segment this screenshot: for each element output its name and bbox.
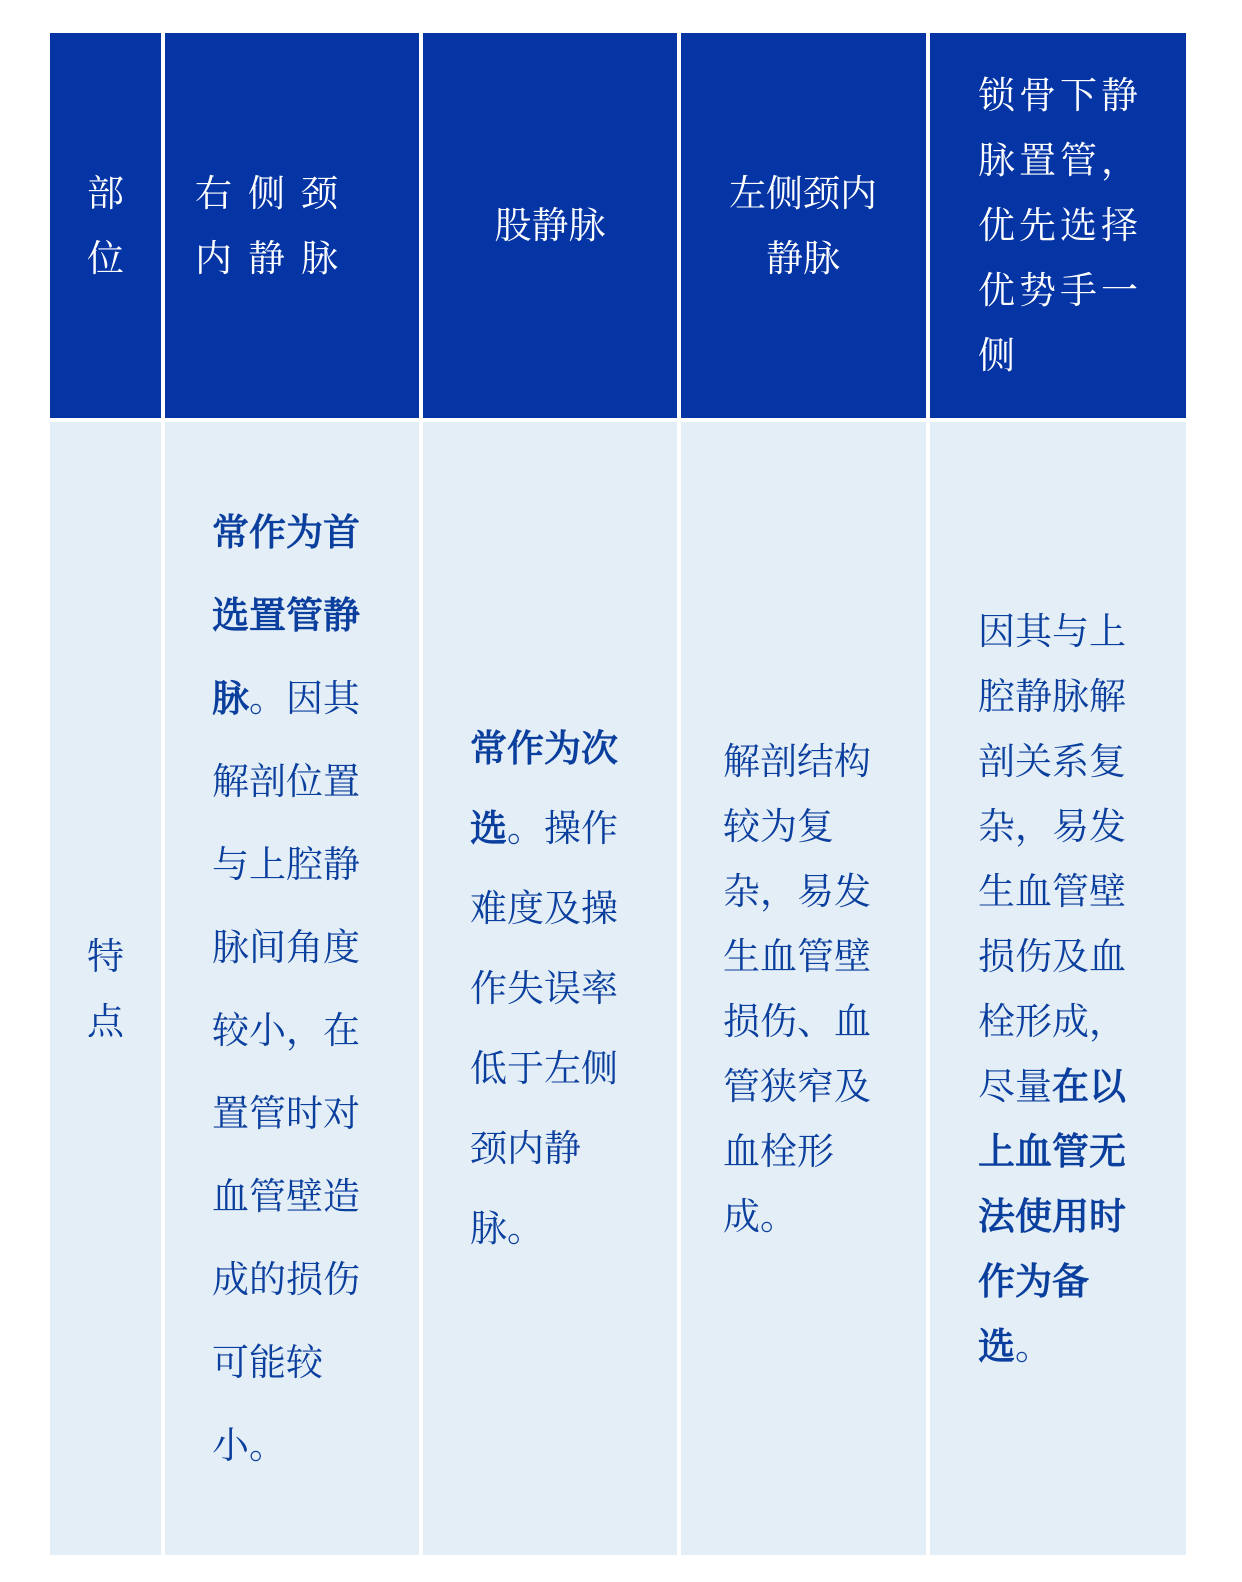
- feature-subclavian-vein-text: [978, 599, 1138, 1379]
- feature-cell-right-internal-jugular: [165, 422, 419, 1555]
- header-cell-location: [50, 33, 161, 418]
- feature-left-internal-jugular-text: 解剖结构较为复杂，易发生血管壁损伤、血管狭窄及血栓形成。: [723, 739, 871, 1238]
- row-label-cell: [50, 422, 161, 1555]
- feature-cell-left-internal-jugular: [681, 422, 926, 1555]
- feature-right-rest: 。因其解剖位置与上腔静脉间角度较小，在置管时对血管壁造成的损伤可能较小。: [212, 676, 360, 1467]
- feature-right-bold: 常作为首选置管静脉: [212, 510, 360, 720]
- comparison-table: [50, 33, 1182, 1555]
- feature-right-internal-jugular-text: [212, 491, 372, 1487]
- feature-femoral-bold: 常作为次选: [470, 726, 618, 850]
- header-subclavian-vein-label: 锁骨下静脉置管，优先选择优势手一侧: [978, 74, 1138, 377]
- header-cell-subclavian-vein: [930, 33, 1186, 418]
- feature-cell-femoral-vein: [423, 422, 677, 1555]
- header-cell-femoral-vein: [423, 33, 677, 418]
- header-cell-right-internal-jugular: [165, 33, 419, 418]
- feature-femoral-rest: 。操作难度及操作失误率低于左侧颈内静脉。: [470, 806, 618, 1250]
- feature-cell-subclavian-vein: [930, 422, 1186, 1555]
- header-left-internal-jugular-label: 左侧颈内静脉: [729, 171, 877, 280]
- feature-subclavian-part-a: 因其与上腔静脉解剖关系复杂，易发生血管壁损伤及血栓形成，尽量: [978, 609, 1126, 1108]
- feature-femoral-vein-text: [470, 709, 630, 1269]
- row-feature-label: 特点: [87, 934, 124, 1043]
- feature-subclavian-bold: 在以上血管无法使用时作为备选: [978, 1064, 1126, 1368]
- header-cell-left-internal-jugular: [681, 33, 926, 418]
- feature-subclavian-part-b: 。: [1015, 1324, 1052, 1368]
- header-femoral-vein-label: 股静脉: [494, 204, 606, 247]
- header-location-label: 部位: [87, 171, 124, 280]
- header-right-internal-jugular-label: 右侧颈内静脉: [195, 171, 354, 280]
